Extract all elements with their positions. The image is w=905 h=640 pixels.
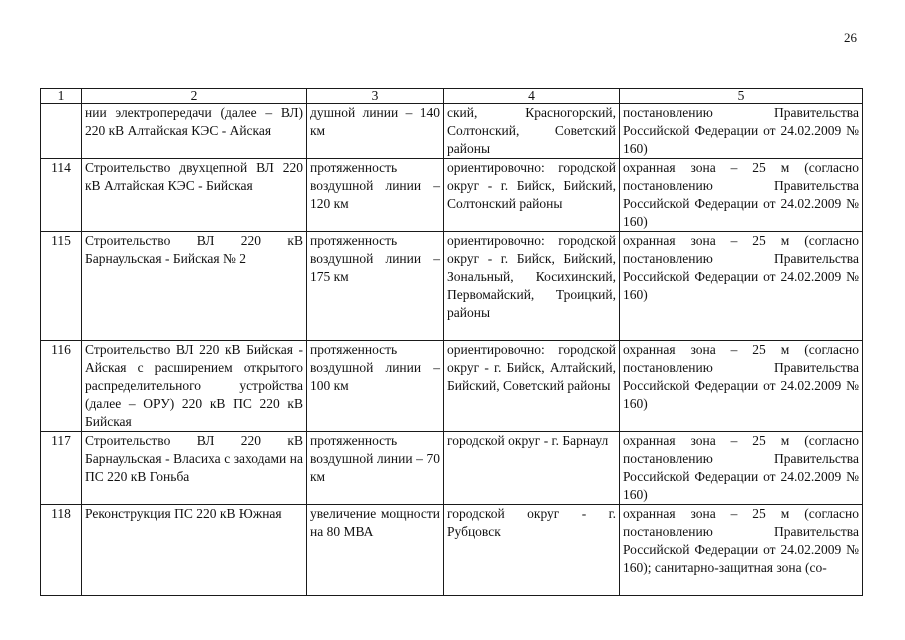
table-row bbox=[41, 159, 863, 232]
row-number-cell: 114 bbox=[41, 159, 82, 232]
object-name-cell: Строительство двухцепной ВЛ 220 кВ Алтайская КЭС - Бийская bbox=[82, 159, 307, 232]
table-header-row bbox=[41, 89, 863, 104]
object-name-cell: Реконструкция ПС 220 кВ Южная bbox=[82, 505, 307, 596]
zone-cell: охранная зона – 25 м (согласно постановлению Правительства Российской Федерации от 24.02.2009 № 160) bbox=[620, 232, 863, 341]
location-cell: ориентировочно: городской округ - г. Бийск, Бийский, Зональный, Косихинский, Первомайский, Троицкий, районы bbox=[444, 232, 620, 341]
page-number: 26 bbox=[844, 30, 857, 45]
row-number-cell bbox=[41, 104, 82, 159]
column-header: 4 bbox=[444, 89, 620, 104]
object-name-cell: нии электропередачи (далее – ВЛ) 220 кВ Алтайская КЭС - Айская bbox=[82, 104, 307, 159]
table-row bbox=[41, 432, 863, 505]
column-header: 3 bbox=[307, 89, 444, 104]
zone-cell: охранная зона – 25 м (согласно постановлению Правительства Российской Федерации от 24.02.2009 № 160) bbox=[620, 341, 863, 432]
location-cell: ориентировочно: городской округ - г. Бийск, Бийский, Солтонский районы bbox=[444, 159, 620, 232]
object-name-cell: Строительство ВЛ 220 кВ Барнаульская - Власиха с заходами на ПС 220 кВ Гоньба bbox=[82, 432, 307, 505]
location-cell: ский, Красногорский, Солтонский, Советский районы bbox=[444, 104, 620, 159]
table-row bbox=[41, 232, 863, 341]
table-row bbox=[41, 341, 863, 432]
row-number-cell: 115 bbox=[41, 232, 82, 341]
zone-cell: охранная зона – 25 м (согласно постановлению Правительства Российской Федерации от 24.02.2009 № 160); санитарно-защитная зона (со- bbox=[620, 505, 863, 596]
parameters-cell: протяженность воздушной линии – 175 км bbox=[307, 232, 444, 341]
location-cell: городской округ - г. Барнаул bbox=[444, 432, 620, 505]
parameters-cell: протяженность воздушной линии – 70 км bbox=[307, 432, 444, 505]
location-cell: ориентировочно: городской округ - г. Бийск, Алтайский, Бийский, Советский районы bbox=[444, 341, 620, 432]
object-name-cell: Строительство ВЛ 220 кВ Бийская - Айская с расширением открытого распределительного устройства (далее – ОРУ) 220 кВ ПС 220 кВ Бийская bbox=[82, 341, 307, 432]
row-number-cell: 116 bbox=[41, 341, 82, 432]
infrastructure-table bbox=[40, 88, 863, 596]
object-name-cell: Строительство ВЛ 220 кВ Барнаульская - Бийская № 2 bbox=[82, 232, 307, 341]
row-number-cell: 118 bbox=[41, 505, 82, 596]
parameters-cell: протяженность воздушной линии – 100 км bbox=[307, 341, 444, 432]
row-number-cell: 117 bbox=[41, 432, 82, 505]
table-row bbox=[41, 505, 863, 596]
table-row bbox=[41, 104, 863, 159]
column-header: 1 bbox=[41, 89, 82, 104]
column-header: 5 bbox=[620, 89, 863, 104]
zone-cell: охранная зона – 25 м (согласно постановлению Правительства Российской Федерации от 24.02.2009 № 160) bbox=[620, 159, 863, 232]
parameters-cell: увеличение мощности на 80 МВА bbox=[307, 505, 444, 596]
zone-cell: постановлению Правительства Российской Федерации от 24.02.2009 № 160) bbox=[620, 104, 863, 159]
zone-cell: охранная зона – 25 м (согласно постановлению Правительства Российской Федерации от 24.02.2009 № 160) bbox=[620, 432, 863, 505]
location-cell: городской округ - г. Рубцовск bbox=[444, 505, 620, 596]
parameters-cell: душной линии – 140 км bbox=[307, 104, 444, 159]
parameters-cell: протяженность воздушной линии – 120 км bbox=[307, 159, 444, 232]
column-header: 2 bbox=[82, 89, 307, 104]
